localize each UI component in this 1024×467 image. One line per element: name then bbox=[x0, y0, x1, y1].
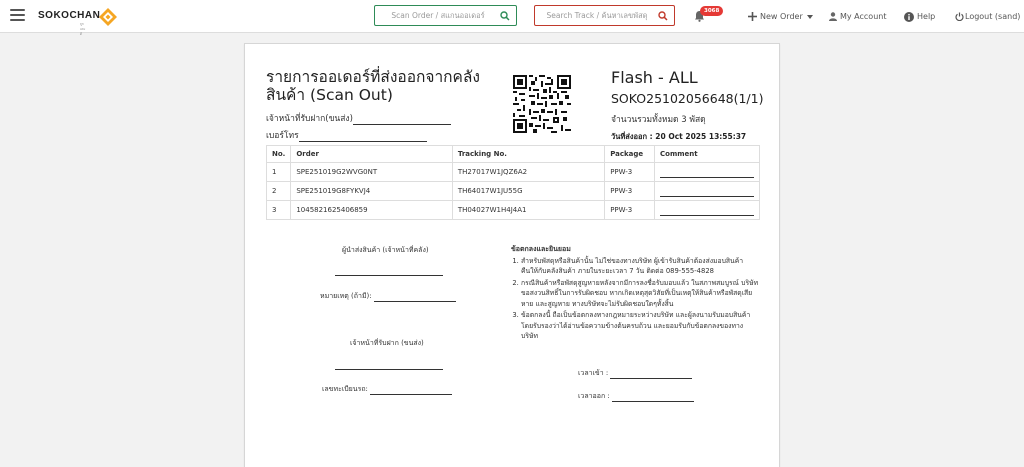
new-order-dropdown[interactable] bbox=[748, 10, 814, 23]
batch-number: SOKO25102056648(1/1) bbox=[611, 91, 764, 106]
scan-out-document bbox=[244, 43, 780, 467]
row-order: SPE251019G8FYKVJ4 bbox=[291, 182, 452, 201]
col-header-package: Package bbox=[605, 146, 655, 163]
note-blank-line bbox=[374, 294, 456, 302]
top-navbar bbox=[0, 0, 1024, 36]
time-in-label: เวลาเข้า : bbox=[578, 369, 609, 377]
col-header-comment: Comment bbox=[655, 146, 760, 163]
time-in-blank-line bbox=[610, 371, 692, 379]
comment-blank-line bbox=[660, 167, 754, 178]
col-header-order: Order bbox=[291, 146, 452, 163]
terms-item: 3. ข้อตกลงนี้ ถือเป็นข้อตกลงทางกฎหมายระหว่างบริษัท และผู้ลงนามรับมอบสินค้า โดยรับรองว่าได้อ่านข้อความข้างต้นครบถ้วน และยอมรับกับข้อตกลงของทางบริษัท bbox=[521, 310, 759, 342]
officer-label: เจ้าหน้าที่รับฝาก(ขนส่ง) bbox=[266, 114, 353, 124]
orders-table bbox=[266, 145, 760, 220]
row-no: 1 bbox=[267, 163, 291, 182]
logo-subtext: ถูกและดี bbox=[80, 22, 86, 36]
time-in-field bbox=[578, 368, 692, 379]
document-title: รายการออเดอร์ที่ส่งออกจากคลังสินค้า (Scan Out) bbox=[266, 68, 480, 104]
row-comment bbox=[655, 163, 760, 182]
comment-blank-line bbox=[660, 205, 754, 216]
receiver-signature-line bbox=[335, 362, 443, 370]
search-icon[interactable] bbox=[500, 11, 510, 21]
info-icon bbox=[904, 12, 914, 22]
scan-order-input[interactable] bbox=[375, 6, 516, 25]
table-row bbox=[267, 163, 760, 182]
logout-label: Logout (sand) bbox=[965, 12, 1021, 21]
carrier-name: Flash - ALL bbox=[611, 68, 698, 87]
row-package: PPW-3 bbox=[605, 182, 655, 201]
my-account-label: My Account bbox=[840, 12, 887, 21]
time-out-blank-line bbox=[612, 394, 694, 402]
user-icon bbox=[829, 12, 837, 21]
logo-text: SOKOCHAN bbox=[38, 10, 101, 21]
row-tracking: TH27017W1JQZ6A2 bbox=[452, 163, 604, 182]
phone-blank-line bbox=[299, 133, 427, 142]
table-header-row bbox=[267, 146, 760, 163]
note-field bbox=[320, 291, 456, 302]
terms-item: 2. กรณีสินค้าหรือพัสดุสูญหายหลังจากมีการลงชื่อรับมอบแล้ว ในสภาพสมบูรณ์ บริษัทขอสงวนสิทธิ์ในการรับผิดชอบ หากเกิดเหตุสุดวิสัยที่เป็นเหตุให้สินค้าหรือพัสดุเสียหาย และสูญหาย ทางบริษัทจะไม่รับผิดชอบใดๆทั้งสิ้น bbox=[521, 278, 759, 310]
search-icon[interactable] bbox=[658, 11, 668, 21]
row-comment bbox=[655, 201, 760, 220]
col-header-tracking: Tracking No. bbox=[452, 146, 604, 163]
row-package: PPW-3 bbox=[605, 201, 655, 220]
my-account-link[interactable] bbox=[829, 10, 886, 23]
logout-link[interactable] bbox=[955, 10, 1020, 23]
sender-label: ผู้นำส่งสินค้า (เจ้าหน้าที่คลัง) bbox=[342, 246, 429, 254]
phone-field bbox=[266, 128, 427, 142]
time-out-label: เวลาออก : bbox=[578, 392, 610, 400]
note-label: หมายเหตุ (ถ้ามี): bbox=[320, 292, 372, 300]
officer-field bbox=[266, 111, 451, 125]
row-tracking: TH04027W1H4J4A1 bbox=[452, 201, 604, 220]
time-out-field bbox=[578, 391, 694, 402]
terms-list bbox=[511, 256, 759, 342]
row-order: SPE251019G2WVG0NT bbox=[291, 163, 452, 182]
plus-icon bbox=[748, 12, 757, 21]
total-parcels: จำนวนรวมทั้งหมด 3 พัสดุ bbox=[611, 115, 706, 125]
help-link[interactable] bbox=[904, 10, 935, 23]
row-tracking: TH64017W1JU55G bbox=[452, 182, 604, 201]
notification-badge: 3068 bbox=[700, 6, 723, 16]
table-row bbox=[267, 182, 760, 201]
row-package: PPW-3 bbox=[605, 163, 655, 182]
hamburger-menu-icon[interactable] bbox=[10, 9, 25, 21]
col-header-no: No. bbox=[267, 146, 291, 163]
qr-code-image bbox=[513, 75, 571, 133]
scan-order-search bbox=[374, 5, 517, 26]
officer-blank-line bbox=[353, 116, 451, 125]
terms-section bbox=[511, 244, 759, 343]
plate-field bbox=[322, 384, 452, 395]
plate-blank-line bbox=[370, 387, 452, 395]
logo-mark-icon bbox=[98, 7, 118, 27]
search-track-input[interactable] bbox=[535, 6, 674, 25]
table-row bbox=[267, 201, 760, 220]
receiver-label: เจ้าหน้าที่รับฝาก (ขนส่ง) bbox=[350, 339, 424, 347]
row-comment bbox=[655, 182, 760, 201]
power-icon bbox=[955, 12, 964, 21]
search-track bbox=[534, 5, 675, 26]
comment-blank-line bbox=[660, 186, 754, 197]
help-label: Help bbox=[917, 12, 936, 21]
terms-item: 1. สำหรับพัสดุหรือสินค้านั้น ไม่ใช่ของทางบริษัท ผู้เข้ารับสินค้าต้องส่งมอบสินค้าคืนให้กับคลังสินค้า ภายในระยะเวลา 7 วัน ติดต่อ 089-555-4828 bbox=[521, 256, 759, 277]
phone-label: เบอร์โทร bbox=[266, 131, 299, 141]
row-no: 3 bbox=[267, 201, 291, 220]
row-no: 2 bbox=[267, 182, 291, 201]
caret-down-icon bbox=[806, 14, 814, 20]
sender-signature-line bbox=[335, 268, 443, 276]
ship-date: วันที่ส่งออก : 20 Oct 2025 13:55:37 bbox=[611, 132, 747, 141]
new-order-label: New Order bbox=[760, 12, 803, 21]
plate-label: เลขทะเบียนรถ: bbox=[322, 385, 368, 393]
terms-title: ข้อตกลงและยินยอม bbox=[511, 245, 571, 253]
row-order: 1045821625406859 bbox=[291, 201, 452, 220]
